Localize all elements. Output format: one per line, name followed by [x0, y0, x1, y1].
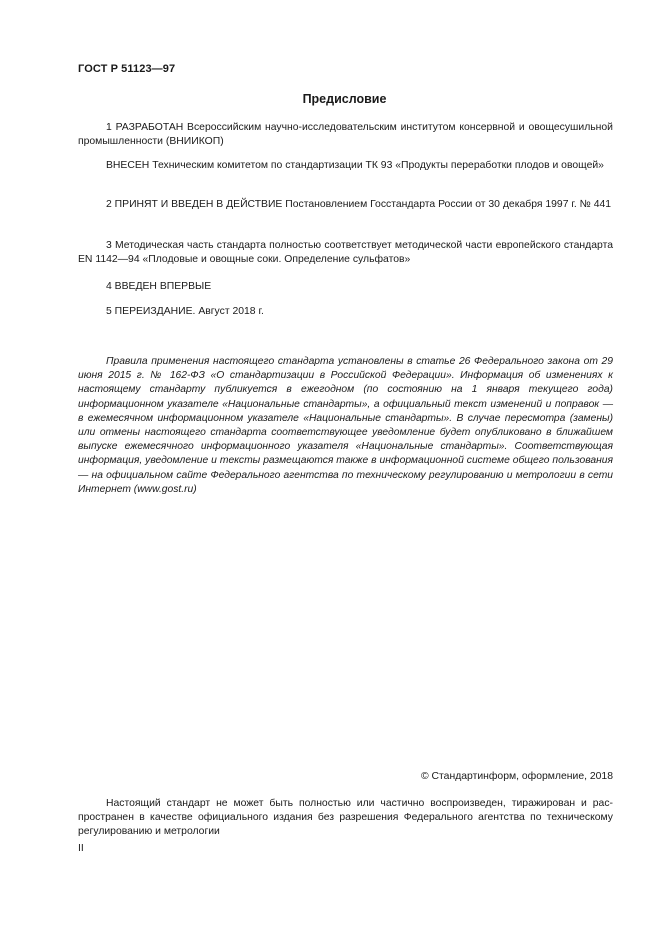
standard-header: ГОСТ Р 51123—97	[78, 63, 176, 75]
reproduction-notice: Настоящий стандарт не может быть полностью или частично воспроизведен, тиражирован и распространен в качестве официального издания без разрешения Федерального агентства по техническому регулированию и метрологии	[78, 798, 613, 837]
rules-notice: Правила применения настоящего стандарта установлены в статье 26 Федерального закона от 29 июня 2015 г. № 162-ФЗ «О стандартизации в Российской Федерации». Информация об изменениях к настоящему стандарту публикуется в ежегодном (по состоянию на 1 января текущего года) информационном указателе «Национальные стандарты», а официальный текст изменений и поправок — в ежемесячном информационном указателе «Национальные стандарты». В случае пересмотра (замены) или отмены настоящего стандарта соответствующее уведомление будет опубликовано в ближайшем выпуске ежемесячного информационного указателя «Национальные стандарты». Соответствующая информация, уведомление и тексты размещаются также в информационной системе общего пользования — на официальном сайте Федерального агентства по техническому регулированию и метрологии в сети Интернет (www.gost.ru)	[78, 356, 613, 495]
page-number: II	[78, 843, 84, 854]
foreword-paragraph-introduced: ВНЕСЕН Техническим комитетом по стандартизации ТК 93 «Продукты переработки плодов и овощей»	[106, 160, 604, 171]
page-title: Предисловие	[302, 92, 387, 106]
copyright-line: © Стандартинформ, оформление, 2018	[420, 771, 613, 782]
foreword-paragraph-adopted: 2 ПРИНЯТ И ВВЕДЕН В ДЕЙСТВИЕ Постановлением Госстандарта России от 30 декабря 1997 г. № 441	[106, 199, 612, 210]
foreword-paragraph-developed: 1 РАЗРАБОТАН Всероссийским научно-исследовательским институтом консервной и овощесушильной промышленности (ВНИИКОП)	[78, 122, 613, 147]
foreword-paragraph-reissue: 5 ПЕРЕИЗДАНИЕ. Август 2018 г.	[106, 306, 264, 317]
foreword-paragraph-methodology: 3 Методическая часть стандарта полностью соответствует методической части европейского стандарта EN 1142—94 «Плодовые и овощные соки. Определение сульфатов»	[78, 240, 613, 265]
foreword-paragraph-first-introduced: 4 ВВЕДЕН ВПЕРВЫЕ	[106, 281, 212, 292]
